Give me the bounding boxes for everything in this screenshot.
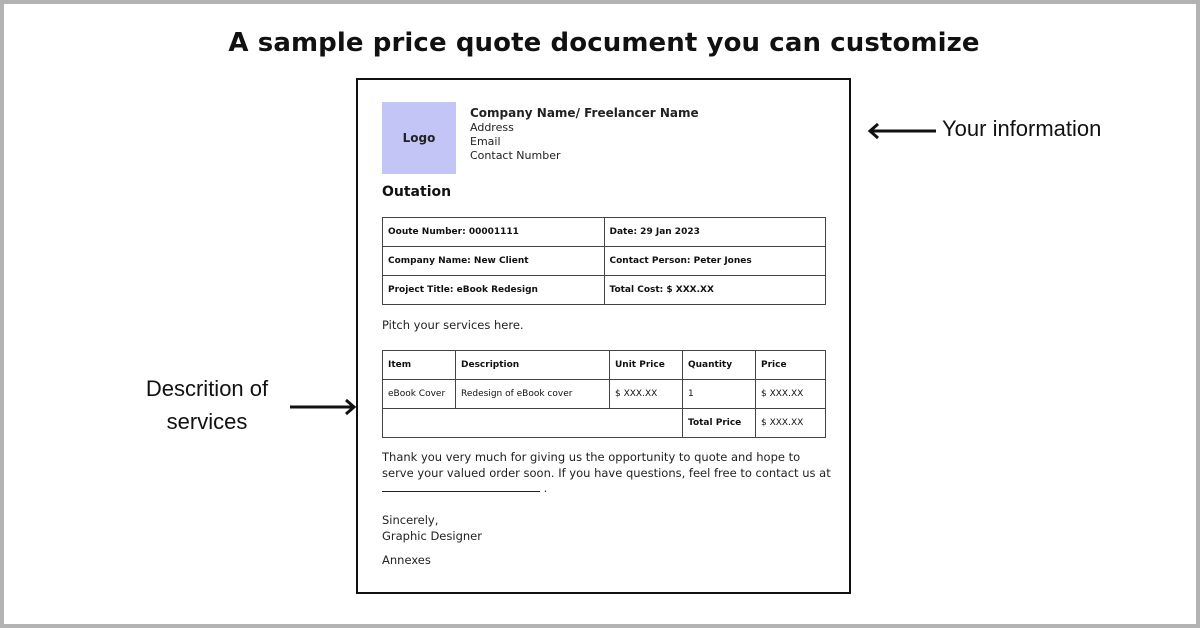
arrow-right-icon — [290, 398, 358, 416]
sincerely-text: Sincerely, — [382, 513, 439, 527]
company-contact-number: Contact Number — [470, 149, 561, 162]
description-of-services-label — [124, 372, 290, 438]
signer-title: Graphic Designer — [382, 528, 482, 543]
client-company-cell: Company Name: New Client — [383, 247, 605, 276]
your-information-label: Your information — [942, 116, 1102, 141]
document-title: Outation — [382, 184, 452, 200]
pitch-text: Pitch your services here. — [382, 318, 524, 332]
total-price-value: $ XXX.XX — [756, 409, 826, 438]
headline: A sample price quote document you can customize — [228, 28, 980, 58]
arrow-left-icon — [866, 122, 938, 140]
contact-person-cell: Contact Person: Peter Jones — [604, 247, 826, 276]
description-label-line1: Descrition of — [145, 376, 269, 401]
total-cost-cell: Total Cost: $ XXX.XX — [604, 276, 826, 305]
total-price-label: Total Price — [683, 409, 756, 438]
empty-cell — [383, 409, 683, 438]
date-cell: Date: 29 Jan 2023 — [604, 218, 826, 247]
services-table — [382, 350, 826, 438]
annexes-text: Annexes — [382, 553, 431, 567]
description-label-line2: services — [166, 409, 248, 434]
closing-end: . — [543, 481, 548, 495]
table-row — [383, 218, 826, 247]
closing-text: Thank you very much for giving us the opportunity to quote and hope to serve your valued order soon. If you have questions, feel free to contact us at — [382, 450, 831, 480]
company-info — [470, 106, 699, 163]
logo-label: Logo — [402, 131, 436, 145]
column-header-quantity: Quantity — [683, 351, 756, 380]
price-cell: $ XXX.XX — [756, 380, 826, 409]
table-header-row — [383, 351, 826, 380]
closing-paragraph — [382, 450, 834, 497]
column-header-description: Description — [456, 351, 610, 380]
quote-document — [356, 78, 851, 594]
quote-number-cell: Ooute Number: 00001111 — [383, 218, 605, 247]
table-row — [383, 380, 826, 409]
company-name: Company Name/ Freelancer Name — [470, 106, 699, 120]
table-row — [383, 247, 826, 276]
table-total-row — [383, 409, 826, 438]
column-header-item: Item — [383, 351, 456, 380]
signoff — [382, 513, 482, 544]
project-title-cell: Project Title: eBook Redesign — [383, 276, 605, 305]
contact-blank-line — [382, 481, 540, 492]
quote-meta-table — [382, 217, 826, 305]
quantity-cell: 1 — [683, 380, 756, 409]
table-row — [383, 276, 826, 305]
item-cell: eBook Cover — [383, 380, 456, 409]
column-header-price: Price — [756, 351, 826, 380]
unit-price-cell: $ XXX.XX — [610, 380, 683, 409]
company-email: Email — [470, 135, 501, 148]
column-header-unit-price: Unit Price — [610, 351, 683, 380]
company-address: Address — [470, 121, 514, 134]
logo-placeholder — [382, 102, 456, 174]
description-cell: Redesign of eBook cover — [456, 380, 610, 409]
